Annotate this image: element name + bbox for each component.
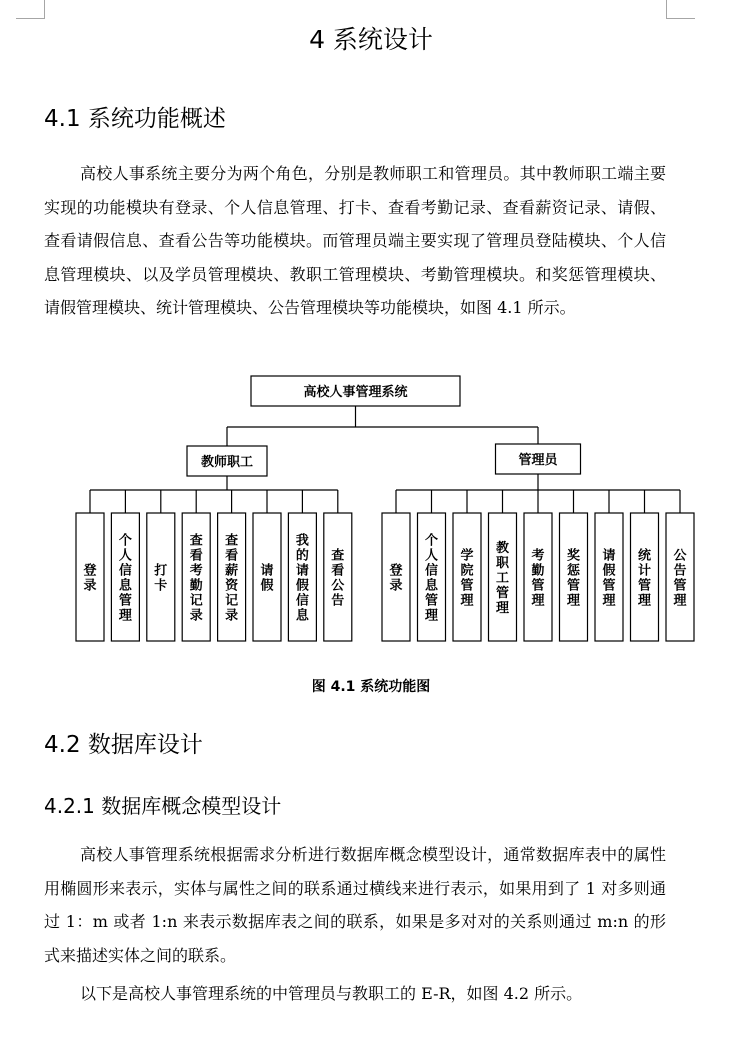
section-4-2-1-paragraph-2: 以下是高校人事管理系统的中管理员与教职工的 E-R，如图 4.2 所示。 xyxy=(80,984,583,1003)
admin-module-label: 个人信息管理 xyxy=(424,533,439,624)
teacher-module-label: 个人信息管理 xyxy=(118,533,132,624)
admin-module-label: 教职工管理 xyxy=(495,541,510,616)
system-function-diagram xyxy=(0,370,742,660)
teacher-module-label: 我的请假信息 xyxy=(295,533,309,624)
teacher-module-label: 查看公告 xyxy=(331,548,345,609)
section-heading-4-1: 4.1 系统功能概述 xyxy=(44,106,226,132)
admin-module-label: 统计管理 xyxy=(637,548,652,609)
teacher-module-label: 请假 xyxy=(260,563,274,594)
admin-module-label: 公告管理 xyxy=(673,548,687,609)
page-corner-mark-right xyxy=(666,0,695,19)
section-4-1-paragraph: 高校人事系统主要分为两个角色，分别是教师职工和管理员。其中教师职工端主要实现的功能模块有登录、个人信息管理、打卡、查看考勤记录、查看薪资记录、请假、查看请假信息、查看公告等功能模块。而管理员端主要实现了管理员登陆模块、个人信息管理模块、以及学员管理模块、教职工管理模块、考勤管理模块。和奖惩管理模块、请假管理模块、统计管理模块、公告管理模块等功能模块，如图 4.1 所示。 xyxy=(44,164,666,317)
teacher-role-label: 教师职工 xyxy=(200,455,254,470)
admin-module-label: 登录 xyxy=(389,563,403,594)
section-heading-4-2: 4.2 数据库设计 xyxy=(44,732,203,758)
admin-role-label: 管理员 xyxy=(518,453,558,468)
admin-module-label: 考勤管理 xyxy=(531,548,545,609)
chapter-title: 4 系统设计 xyxy=(309,25,433,54)
admin-module-label: 请假管理 xyxy=(602,548,616,609)
root-node-label: 高校人事管理系统 xyxy=(303,385,408,400)
page-corner-mark-left xyxy=(16,0,45,19)
admin-module-label: 奖惩管理 xyxy=(566,548,581,609)
section-4-2-1-paragraph-1: 高校人事管理系统根据需求分析进行数据库概念模型设计，通常数据库表中的属性用椭圆形来表示，实体与属性之间的联系通过横线来进行表示，如果用到了 1 对多则通过 1：m 或者 1:n 来表示数据库表之间的联系，如果是多对对的关系则通过 m:n 的形式来描述实体之间的联系。 xyxy=(44,845,666,965)
teacher-module-label: 打卡 xyxy=(154,563,168,594)
teacher-module-label: 查看考勤记录 xyxy=(189,533,203,624)
figure-caption: 图 4.1 系统功能图 xyxy=(311,679,431,695)
subsection-heading-4-2-1: 4.2.1 数据库概念模型设计 xyxy=(44,794,282,818)
teacher-module-label: 查看薪资记录 xyxy=(225,533,239,624)
admin-module-label: 学院管理 xyxy=(460,548,474,609)
teacher-module-label: 登录 xyxy=(83,563,97,594)
